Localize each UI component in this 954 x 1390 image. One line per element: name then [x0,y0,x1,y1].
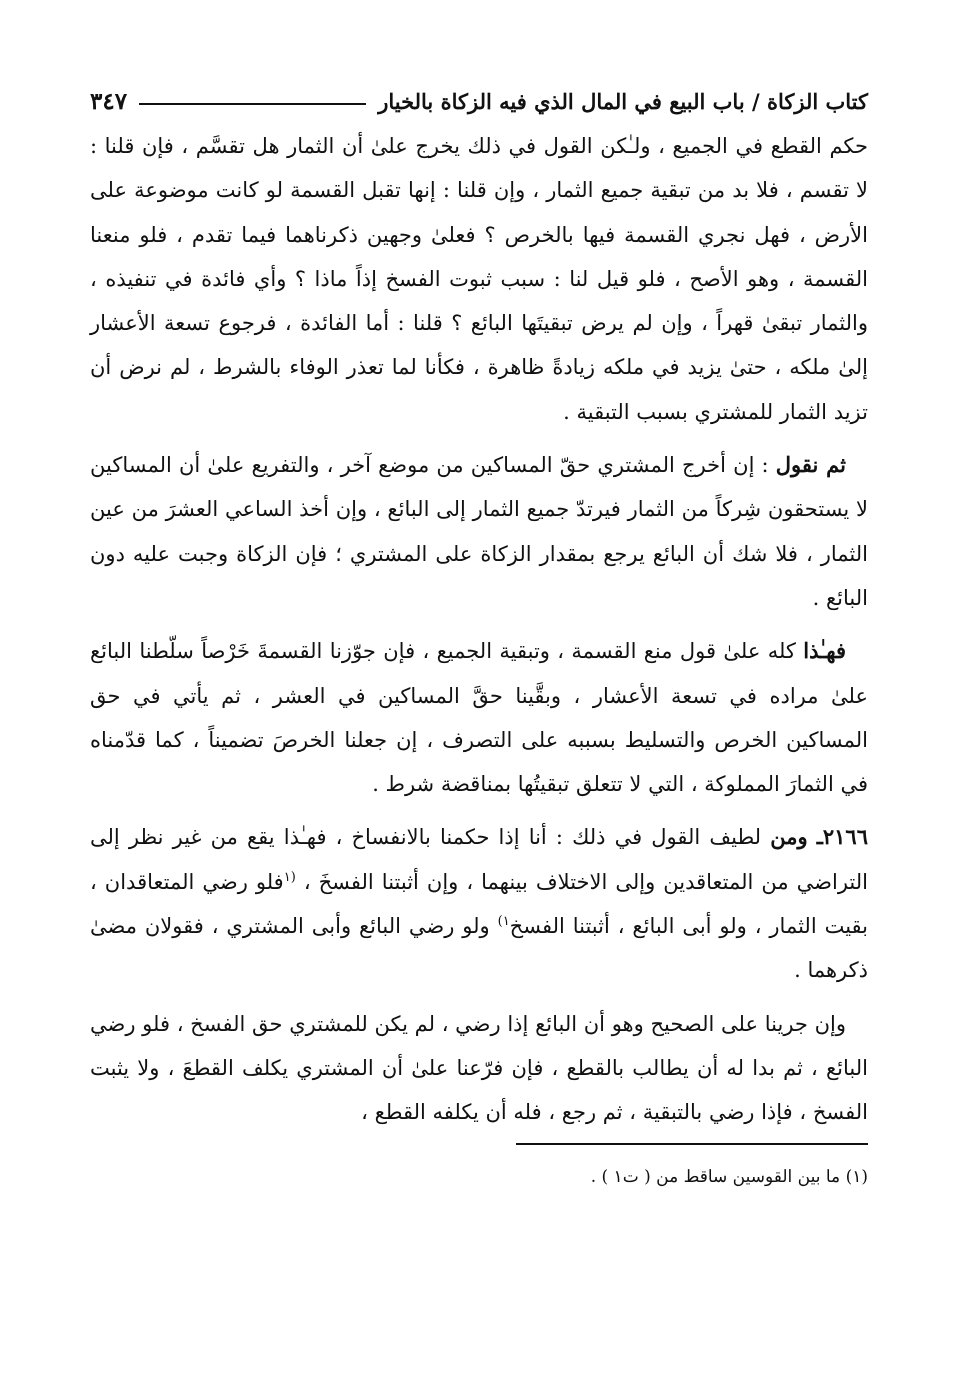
header-title: كتاب الزكاة / باب البيع في المال الذي فيه الزكاة بالخيار [378,88,868,114]
page-number: ٣٤٧ [90,87,128,115]
paragraph-text: حكم القطع في الجميع ، ولـٰكن القول في ذلك يخرج علىٰ أن الثمار هل تقسَّم ، فإن قلنا : لا تقسم ، فلا بد من تبقية جميع الثمار ، وإن قلنا : إنها تقبل القسمة لو كانت موضوعة على الأرض ، فهل نجري القسمة فيها بالخرص ؟ فعلىٰ وجهين ذكرناهما فيما تقدم ، فلو منعنا القسمة ، وهو الأصح ، فلو قيل لنا : سبب ثبوت الفسخ إذاً ماذا ؟ وأي فائدة في تنفيذه ، والثمار تبقىٰ قهراً ، وإن لم يرض تبقيتَها البائع ؟ قلنا : أما الفائدة ، فرجوع تسعة الأعشار إلىٰ ملكه ، حتىٰ يزيد في ملكه زيادةً ظاهرة ، فكأنا لما تعذر الوفاء بالشرط ، لم نرض أن تزيد الثمار للمشتري بسبب التبقية . [90,134,868,424]
footnote-number: (١) [845,1166,868,1187]
paragraph-1 [90,124,868,434]
running-header [90,78,868,124]
paragraph-5 [90,1002,868,1135]
body-text [90,124,868,1135]
header-rule [139,103,366,105]
footnote-text: ما بين القوسين ساقط من ( ت١ ) . [590,1166,841,1187]
paragraph-4 [90,815,868,992]
paragraph-text: : إن أخرج المشتري حقّ المساكين من موضع آخر ، والتفريع علىٰ أن المساكين لا يستحقون شِركاً من الثمار فيرتدّ جميع الثمار إلى البائع ، وإن أخذ الساعي العشرَ من عين الثمار ، فلا شك أن البائع يرجع بمقدار الزكاة على المشتري ؛ فإن الزكاة وجبت عليه دون البائع . [90,453,868,610]
footnote [90,1163,868,1191]
paragraph-lead: ثم نقول [775,452,846,478]
paragraph-text-footnoted: فلو رضي المتعاقدان ، بقيت الثمار ، ولو أبى البائع ، أثبتنا الفسخ [90,869,868,939]
paragraph-2 [90,443,868,620]
footnote-ref-close: ١) [497,914,510,930]
paragraph-text-after: ولو رضي البائع وأبى المشتري ، فقولان مضىٰ ذكرهما . [90,914,868,983]
footnote-ref-open: (١ [283,869,296,885]
paragraph-text: لطيف القول في ذلك : أنا إذا حكمنا بالانفساخ ، فهـٰذا يقع من غير نظر إلى التراضي من المتعاقدين وإلى الاختلاف بينهما ، وإن أثبتنا الفسخَ ، [90,825,868,894]
paragraph-number: ٢١٦٦ـ [816,824,868,850]
paragraph-3 [90,629,868,806]
paragraph-lead: فهـٰذا [803,638,846,664]
footnote-rule [516,1143,868,1145]
paragraph-text: كله علىٰ قول منع القسمة ، وتبقية الجميع ، فإن جوّزنا القسمةَ خَرْصاً سلّطنا البائع علىٰ مراده في تسعة الأعشار ، وبقَّينا حقَّ المساكين في العشر ، ثم يأتي في حق المساكين الخرص والتسليط بسببه على التصرف ، إن جعلنا الخرصَ تضميناً ، كما قدّمناه في الثمارَ المملوكة ، التي لا تتعلق تبقيتُها بمناقضة شرط . [90,639,868,797]
paragraph-lead: ومن [770,824,808,850]
paragraph-text: وإن جرينا على الصحيح وهو أن البائع إذا رضي ، لم يكن للمشتري حق الفسخ ، فلو رضي البائع ، ثم بدا له أن يطالب بالقطع ، فإن فرّعنا علىٰ أن المشتري يكلف القطعَ ، ولا يثبت الفسخ ، فإذا رضي بالتبقية ، ثم رجع ، فله أن يكلفه القطع ، [90,1011,868,1125]
page [90,78,868,1191]
